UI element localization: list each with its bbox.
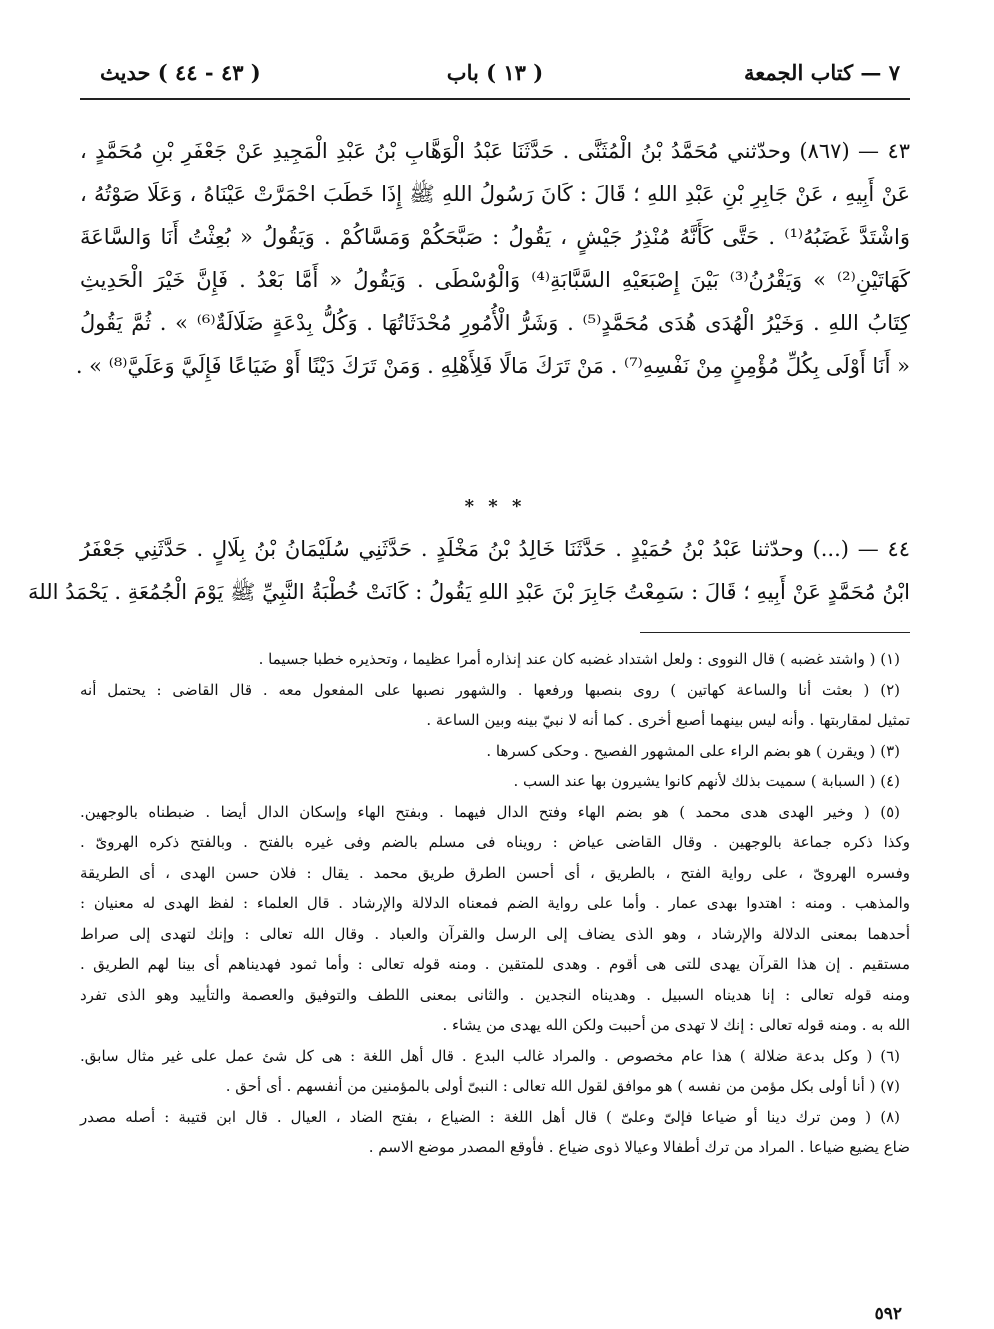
footnote-8-cont: ضاع يضيع ضياعا . المراد من ترك أطفالا وعيالا ذوى ضياع . فأوقع المصدر موضع الاسم .: [368, 1138, 910, 1156]
footnote-7: (٧) ( أنا أولى بكل مؤمن من نفسه ) هو موافق لقول الله تعالى : النبىّ أولى بالمؤمنين من أنفسهم . أى أحق .: [225, 1077, 900, 1095]
footnote-1: (١) ( واشتد غضبه ) قال النووى : ولعل اشتداد غضبه كان عند إنذاره أمرا عظيما ، وتحذيره خطبا جسيما .: [258, 650, 900, 668]
page-number: ٥٩٢: [874, 1304, 902, 1324]
hadith-line: وَاشْتَدَّ غَضَبُهُ⁽¹⁾ . حَتَّى كَأَنَّهُ مُنْذِرُ جَيْشٍ ، يَقُولُ : صَبَّحَكُمْ وَمَسَّاكُمْ . وَيَقُولُ « بُعِثْتُ أَنَا وَالسَّاعَةَ: [80, 225, 910, 249]
page-header: [80, 58, 910, 100]
footnote-5-cont: مستقيم . إن هذا القرآن يهدى للتى هى أقوم . وهدى للمتقين . ومنه قوله تعالى : وأما ثمود فهديناهم أى بينا لهم الطريق .: [80, 955, 910, 973]
footnote-2-cont: تمثيل لمقاربتها . وأنه ليس بينهما أصبع أخرى . كما أنه لا نبيّ بينه وبين الساعة .: [426, 711, 910, 729]
hadith-line: ابْنُ مُحَمَّدٍ عَنْ أَبِيهِ ؛ قَالَ : سَمِعْتُ جَابِرَ بْنَ عَبْدِ اللهِ يَقُولُ : كَانَتْ خُطْبَةُ النَّبِيِّ ﷺ يَوْمَ الْجُمُعَةِ . يَحْمَدُ اللهَ: [28, 580, 910, 604]
hadith-line: « أَنَا أَوْلَى بِكُلِّ مُؤْمِنٍ مِنْ نَفْسِهِ⁽⁷⁾ . مَنْ تَرَكَ مَالًا فَلِأَهْلِهِ . وَمَنْ تَرَكَ دَيْنًا أَوْ ضَيَاعًا فَإِلَيَّ وَعَلَيَّ⁽⁸⁾ » .: [75, 354, 910, 378]
hadith-line: ٤٣ — (٨٦٧) وحدّثني مُحَمَّدُ بْنُ الْمُثَنَّى . حَدَّثَنَا عَبْدُ الْوَهَّابِ بْنُ عَبْدِ الْمَجِيدِ عَنْ جَعْفَرِ بْنِ مُحَمَّدٍ ،: [80, 139, 911, 163]
footnote-5: (٥) ( وخير الهدى هدى محمد ) هو بضم الهاء وفتح الدال فيهما . وبفتح الهاء وإسكان الدال أيضا . ضبطناه بالوجهين.: [80, 802, 900, 821]
footnote-5-cont: وكذا ذكره جماعة بالوجهين . وقال القاضى عياض : رويناه فى مسلم بالضم وفى غيره بالفتح . وبالفتح ذكره الهروىّ .: [80, 833, 910, 851]
book-page: [28, 50, 911, 1324]
footnote-3: (٣) ( ويقرن ) هو بضم الراء على المشهور الفصيح . وحكى كسرها .: [486, 741, 900, 760]
footnote-4: (٤) ( السبابة ) سميت بذلك لأنهم كانوا يشيرون بها عند السب .: [513, 772, 900, 790]
section-separator: * * *: [464, 496, 526, 517]
footnote-6: (٦) ( وكل بدعة ضلالة ) هذا عام مخصوص . والمراد غالب البدع . قال أهل اللغة : هى كل شئ عمل على غير مثال سابق.: [80, 1046, 900, 1065]
footnote-5-cont: الله به . ومنه قوله تعالى : إنك لا تهدى من أحببت ولكن الله يهدى من يشاء .: [442, 1016, 910, 1034]
hadith-line: كِتَابُ اللهِ . وَخَيْرُ الْهُدَى هُدَى مُحَمَّدٍ⁽⁵⁾ . وَشَرُّ الْأُمُورِ مُحْدَثَاتُهَا . وَكُلُّ بِدْعَةٍ ضَلَالَةٌ⁽⁶⁾ » . ثُمَّ يَقُولُ: [80, 311, 910, 335]
footnotes: [80, 644, 910, 1163]
hadith-range: ( ٤٣ - ٤٤ ) حديث: [100, 60, 261, 85]
chapter-title: ٧ — كتاب الجمعة: [743, 60, 900, 85]
footnote-5-cont: ومنه قوله تعالى : إنا هديناه السبيل . وهديناه النجدين . والثانى بمعنى اللطف والتوفيق والعصمة والتأييد وهو الذى تفرد: [80, 985, 910, 1004]
footnote-8: (٨) ( ومن ترك دينا أو ضياعا فإلىّ وعلىّ ) قال أهل اللغة : الضياع ، بفتح الضاد ، العيال . قال ابن قتيبة : أصله مصدر: [80, 1107, 900, 1126]
footnote-2: (٢) ( بعثت أنا والساعة كهاتين ) روى بنصبها ورفعها . والشهور نصبها على المفعول معه . قال القاضى : يحتمل أنه: [80, 680, 900, 699]
footnote-divider: [640, 632, 910, 633]
footnote-5-cont: والمذهب . ومنه : اهتدوا بهدى عمار . وأما على رواية الضم فمعناه الدلالة والإرشاد . قال العلماء : لفظ الهدى له معنيان :: [80, 894, 910, 912]
hadith-line: عَنْ أَبِيهِ ، عَنْ جَابِرِ بْنِ عَبْدِ اللهِ ؛ قَالَ : كَانَ رَسُولُ اللهِ ﷺ إِذَا خَطَبَ احْمَرَّتْ عَيْنَاهُ ، وَعَلَا صَوْتُهُ ،: [80, 182, 910, 206]
section-title: ( ١٣ ) باب: [446, 60, 544, 85]
hadith-line: كَهَاتَيْنِ⁽²⁾ » وَيَقْرُنُ⁽³⁾ بَيْنَ إِصْبَعَيْهِ السَّبَّابَةِ⁽⁴⁾ وَالْوُسْطَى . وَيَقُولُ « أَمَّا بَعْدُ . فَإِنَّ خَيْرَ الْحَدِيثِ: [80, 268, 910, 292]
hadith-44: [28, 528, 910, 614]
footnote-5-cont: أحدهما بمعنى الدلالة والإرشاد ، وهو الذى يضاف إلى الرسل والقرآن والعباد . وقال الله تعالى : وإنك لتهدى إلى صراط: [80, 924, 910, 943]
footnote-5-cont: وفسره الهروىّ ، على رواية الفتح ، بالطريق ، أى أحسن الطرق طريق محمد . يقال : فلان حسن الهدى ، أى الطريقة: [80, 863, 910, 882]
hadith-line: ٤٤ — (...) وحدّثنا عَبْدُ بْنُ حُمَيْدٍ . حَدَّثَنَا خَالِدُ بْنُ مَخْلَدٍ . حَدَّثَنِي سُلَيْمَانُ بْنُ بِلَالٍ . حَدَّثَنِي جَعْفَرُ: [80, 537, 910, 561]
hadith-43: [75, 130, 911, 388]
